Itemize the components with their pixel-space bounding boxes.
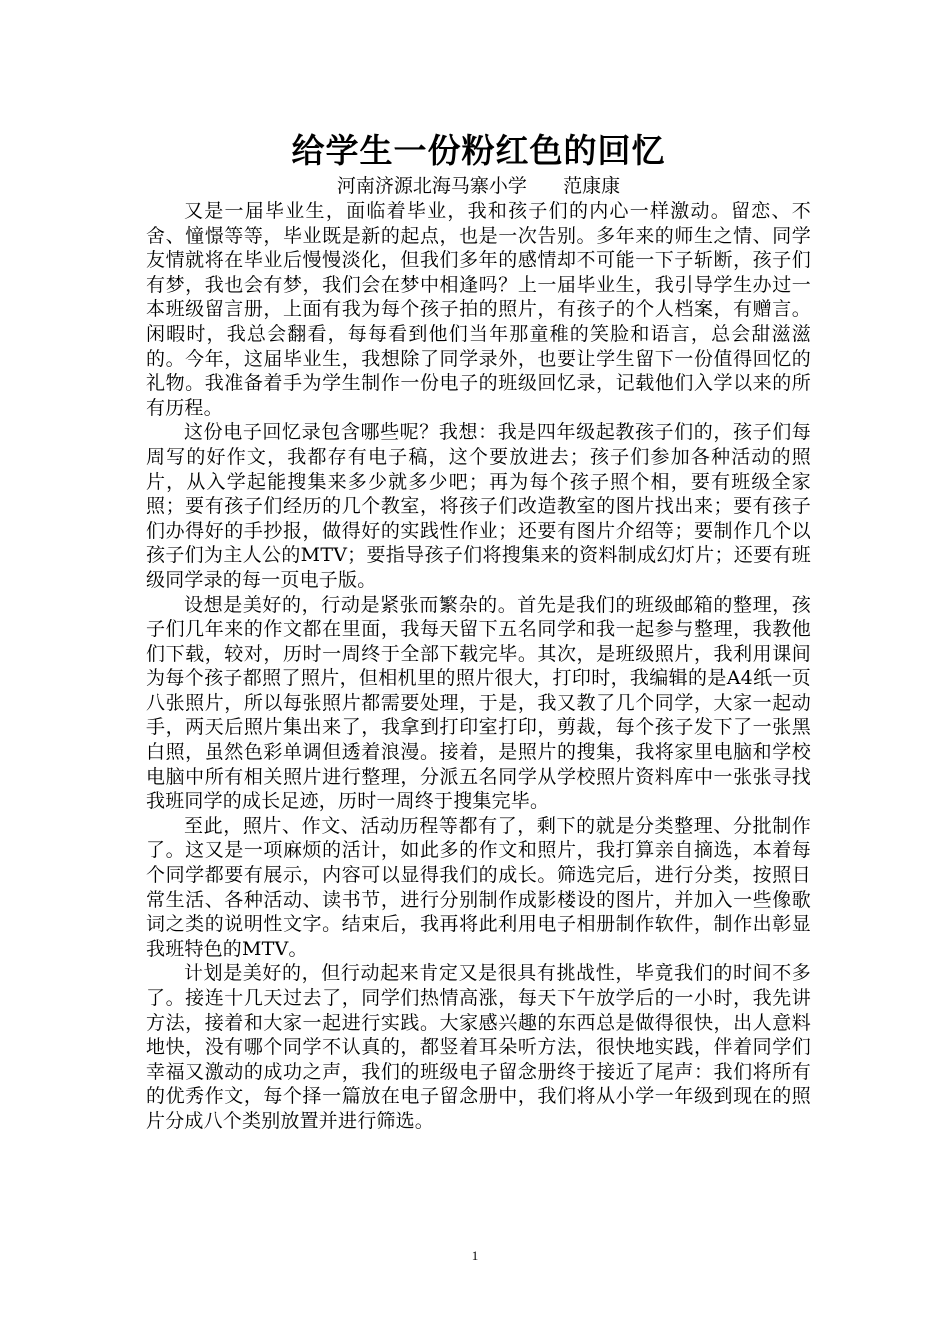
author-line: 河南济源北海马寨小学 范康康 — [336, 175, 621, 197]
document-title: 给学生一份粉红色的回忆 — [291, 131, 666, 170]
paragraph-4: 至此，照片、作文、活动历程等都有了，剩下的就是分类整理、分批制作了。这又是一项麻烦的活计，如此多的作文和照片，我打算亲自摘选，本着每个同学都要有展示，内容可以显得我们的成长。筛选完后，进行分类，按照日常生活、各种活动、读书节，进行分别制作成影楼设的图片，并加入一些像歌词之类的说明性文字。结束后，我再将此利用电子相册制作软件，制作出彰显我班特色的MTV。 — [146, 814, 811, 960]
page-number: 1 — [471, 1248, 479, 1263]
paragraph-3: 设想是美好的，行动是紧张而繁杂的。首先是我们的班级邮箱的整理，孩子们几年来的作文都在里面，我每天留下五名同学和我一起参与整理，我教他们下载，较对，历时一周终于全部下载完毕。其次，是班级照片，我利用课间为每个孩子都照了照片，但相机里的照片很大，打印时，我编辑的是A4纸一页八张照片，所以每张照片都需要处理，于是，我又教了几个同学，大家一起动手，两天后照片集出来了，我拿到打印室打印，剪裁，每个孩子发下了一张黑白照，虽然色彩单调但透着浪漫。接着，是照片的搜集，我将家里电脑和学校电脑中所有相关照片进行整理，分派五名同学从学校照片资料库中一张张寻找我班同学的成长足迹，历时一周终于搜集完毕。 — [146, 593, 811, 813]
paragraph-2: 这份电子回忆录包含哪些呢？我想：我是四年级起教孩子们的，孩子们每周写的好作文，我都存有电子稿，这个要放进去；孩子们参加各种活动的照片，从入学起能搜集来多少就多少吧；再为每个孩子照个相，要有班级全家照；要有孩子们经历的几个教室，将孩子们改造教室的图片找出来；要有孩子们办得好的手抄报，做得好的实践性作业；还要有图片介绍等；要制作几个以孩子们为主人公的MTV；要指导孩子们将搜集来的资料制成幻灯片；还要有班级同学录的每一页电子版。 — [146, 421, 811, 591]
document-page — [146, 128, 811, 1134]
paragraph-5: 计划是美好的，但行动起来肯定又是很具有挑战性，毕竟我们的时间不多了。接连十几天过去了，同学们热情高涨，每天下午放学后的一小时，我先讲方法，接着和大家一起进行实践。大家感兴趣的东西总是做得很快，出人意料地快，没有哪个同学不认真的，都竖着耳朵听方法，很快地实践，伴着同学们幸福又激动的成功之声，我们的班级电子留念册终于接近了尾声：我们将所有的优秀作文，每个择一篇放在电子留念册中，我们将从小学一年级到现在的照片分成八个类别放置并进行筛选。 — [146, 962, 811, 1132]
paragraph-1: 又是一届毕业生，面临着毕业，我和孩子们的内心一样激动。留恋、不舍、憧憬等等，毕业既是新的起点，也是一次告别。多年来的师生之情、同学友情就将在毕业后慢慢淡化，但我们多年的感情却不可能一下子斩断，孩子们有梦，我也会有梦，我们会在梦中相逢吗？上一届毕业生，我引导学生办过一本班级留言册，上面有我为每个孩子拍的照片，有孩子的个人档案，有赠言。闲暇时，我总会翻看，每每看到他们当年那童稚的笑脸和语言，总会甜滋滋的。今年，这届毕业生，我想除了同学录外，也要让学生留下一份值得回忆的礼物。我准备着手为学生制作一份电子的班级回忆录，记载他们入学以来的所有历程。 — [146, 200, 811, 419]
